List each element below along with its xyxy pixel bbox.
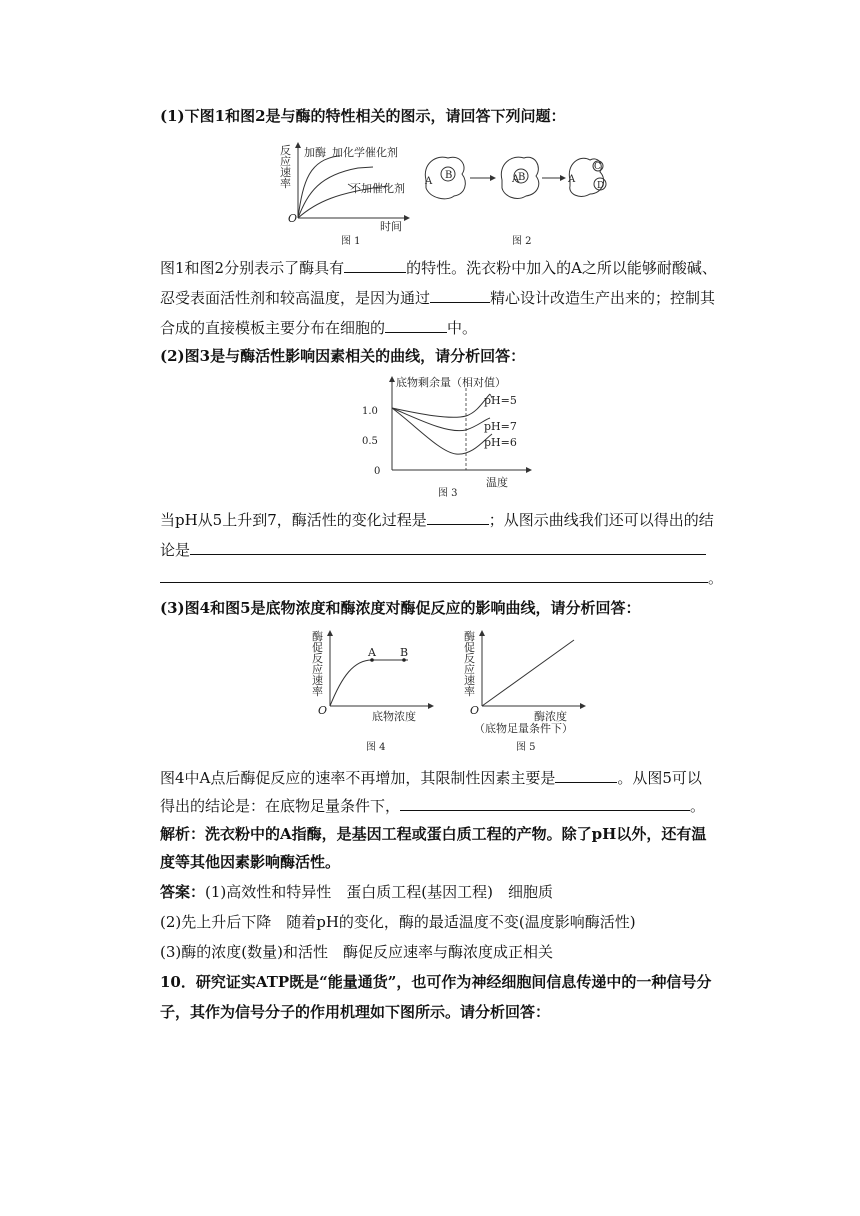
q1-line1-part-a: 图1和图2分别表示了酶具有 <box>160 259 345 277</box>
fig5-origin: O <box>470 704 480 717</box>
fig1-origin: O <box>288 212 298 225</box>
fig3-series-ph7: pH=7 <box>484 420 517 433</box>
q10-line-2: 子，其作为信号分子的作用机理如下图所示。请分析回答： <box>160 1003 551 1021</box>
fig2-label-b2: B <box>518 172 526 183</box>
q2-line1-part-b: ；从图示曲线我们还可以得出的结 <box>488 511 714 529</box>
fig5-ylabel-5: 速 <box>464 674 475 687</box>
q3-blank-1 <box>555 768 617 783</box>
fig5-ylabel-1: 酶 <box>464 630 475 643</box>
q3-line1-part-b: 。从图5可以 <box>617 769 702 787</box>
fig1-curve3-label: 不加催化剂 <box>350 182 405 195</box>
fig4-label-b: B <box>400 646 409 659</box>
q2-blank-1 <box>427 510 489 525</box>
fig2-label-b1: B <box>445 170 453 181</box>
answer-line-2: (2)先上升后下降 随着pH的变化，酶的最适温度不变(温度影响酶活性) <box>160 913 636 931</box>
q3-line-1 <box>160 768 702 788</box>
fig1-curve1-label: 加酶 <box>304 146 326 159</box>
q1-line2-part-a: 忍受表面活性剂和较高温度，是因为通过 <box>160 289 431 307</box>
fig4-ylabel-4: 应 <box>312 663 323 676</box>
fig1-xlabel: 时间 <box>380 220 402 233</box>
fig5-ylabel-3: 反 <box>464 652 475 665</box>
analysis-label: 解析： <box>160 825 206 843</box>
q1-line-3 <box>160 318 477 338</box>
q1-blank-2 <box>430 288 490 303</box>
fig5-ylabel-4: 应 <box>464 663 475 676</box>
q2-line-2 <box>160 540 706 560</box>
figure-5 <box>460 628 590 756</box>
fig1-curve-enzyme <box>298 156 340 218</box>
q3-blank-2 <box>400 796 690 811</box>
analysis-line-1 <box>160 824 706 844</box>
q2-line2-part-a: 论是 <box>160 541 191 559</box>
q2-line3-end: 。 <box>708 569 724 587</box>
fig4-ylabel-2: 促 <box>312 641 323 654</box>
q1-line-1 <box>160 258 717 278</box>
fig2-label-a2: A <box>512 174 520 185</box>
q2-line1-part-a: 当pH从5上升到7，酶活性的变化过程是 <box>160 511 427 529</box>
fig2-label-c: C <box>594 162 601 172</box>
q1-line-2 <box>160 288 715 308</box>
analysis-line-2: 度等其他因素影响酶活性。 <box>160 853 341 871</box>
figure-3 <box>360 374 540 502</box>
q3-line2-part-a: 得出的结论是：在底物足量条件下， <box>160 797 401 815</box>
fig4-ylabel-6: 率 <box>312 685 323 698</box>
answer-line-3: (3)酶的浓度(数量)和活性 酶促反应速率与酶浓度成正相关 <box>160 943 553 961</box>
fig3-series-ph5: pH=5 <box>484 394 517 407</box>
fig5-ylabel-2: 促 <box>464 641 475 654</box>
fig3-curve-ph5 <box>392 394 490 417</box>
fig4-origin: O <box>318 704 328 717</box>
q10-line-1: 10．研究证实ATP既是“能量通货”，也可作为神经细胞间信息传递中的一种信号分 <box>160 973 712 991</box>
q1-blank-1 <box>344 258 406 273</box>
fig4-label-a: A <box>368 646 376 659</box>
fig3-ylabel: 底物剩余量（相对值） <box>396 376 506 389</box>
answer-text-1: (1)高效性和特异性 蛋白质工程(基因工程) 细胞质 <box>205 883 553 901</box>
fig5-line <box>482 640 574 706</box>
fig5-xlabel: 酶浓度 <box>534 710 567 723</box>
figure-4 <box>308 628 438 756</box>
fig2-label-d: D <box>597 181 605 191</box>
fig1-ylabel-2: 应 <box>280 155 291 168</box>
q3-line2-part-b: 。 <box>690 797 706 815</box>
fig1-ylabel-3: 速 <box>280 166 291 179</box>
fig2-label-a3: A <box>568 174 576 185</box>
fig3-tick-0: 0 <box>374 466 381 477</box>
fig3-xlabel: 温度 <box>486 476 508 489</box>
fig5-caption: 图 5 <box>516 742 536 753</box>
fig4-ylabel-3: 反 <box>312 652 323 665</box>
fig3-tick-1: 1.0 <box>362 406 378 417</box>
fig2-label-a1: A <box>425 176 433 187</box>
fig5-ylabel-6: 率 <box>464 685 475 698</box>
q3-line1-part-a: 图4中A点后酶促反应的速率不再增加，其限制性因素主要是 <box>160 769 556 787</box>
answer-line-1 <box>160 882 553 902</box>
fig4-ylabel-5: 速 <box>312 674 323 687</box>
fig4-xlabel: 底物浓度 <box>372 710 416 723</box>
q1-stem: (1)下图1和图2是与酶的特性相关的图示，请回答下列问题： <box>160 107 566 125</box>
fig1-ylabel-4: 率 <box>280 177 291 190</box>
q2-stem: (2)图3是与酶活性影响因素相关的曲线，请分析回答： <box>160 347 526 365</box>
figure-1 <box>268 140 418 248</box>
fig4-caption: 图 4 <box>366 742 386 753</box>
fig3-caption: 图 3 <box>438 488 458 499</box>
fig4-ylabel-1: 酶 <box>312 630 323 643</box>
q1-blank-3 <box>385 318 447 333</box>
fig1-ylabel-1: 反 <box>280 144 291 157</box>
q1-line3-part-a: 合成的直接模板主要分布在细胞的 <box>160 319 386 337</box>
q2-blank-3 <box>160 568 708 583</box>
q3-line-2 <box>160 796 705 816</box>
fig5-xnote: （底物足量条件下） <box>474 722 573 735</box>
analysis-text-1: 洗衣粉中的A指酶，是基因工程或蛋白质工程的产物。除了pH以外，还有温 <box>205 825 707 843</box>
answer-label: 答案： <box>160 883 206 901</box>
fig2-caption: 图 2 <box>512 236 532 247</box>
fig3-tick-05: 0.5 <box>362 436 378 447</box>
q3-stem: (3)图4和图5是底物浓度和酶浓度对酶促反应的影响曲线，请分析回答： <box>160 599 641 617</box>
q2-line-1 <box>160 510 714 530</box>
q2-blank-2 <box>190 540 706 555</box>
fig1-curve2-label: 加化学催化剂 <box>332 146 398 159</box>
fig1-caption: 图 1 <box>341 236 361 247</box>
q1-line2-part-b: 精心设计改造生产出来的；控制其 <box>490 289 716 307</box>
q2-line-3 <box>160 568 723 588</box>
fig4-curve <box>330 660 408 706</box>
q1-line1-part-b: 的特性。洗衣粉中加入的A之所以能够耐酸碱、 <box>406 259 717 277</box>
q1-line3-part-b: 中。 <box>447 319 478 337</box>
figure-2 <box>418 150 618 248</box>
fig3-series-ph6: pH=6 <box>484 436 517 449</box>
